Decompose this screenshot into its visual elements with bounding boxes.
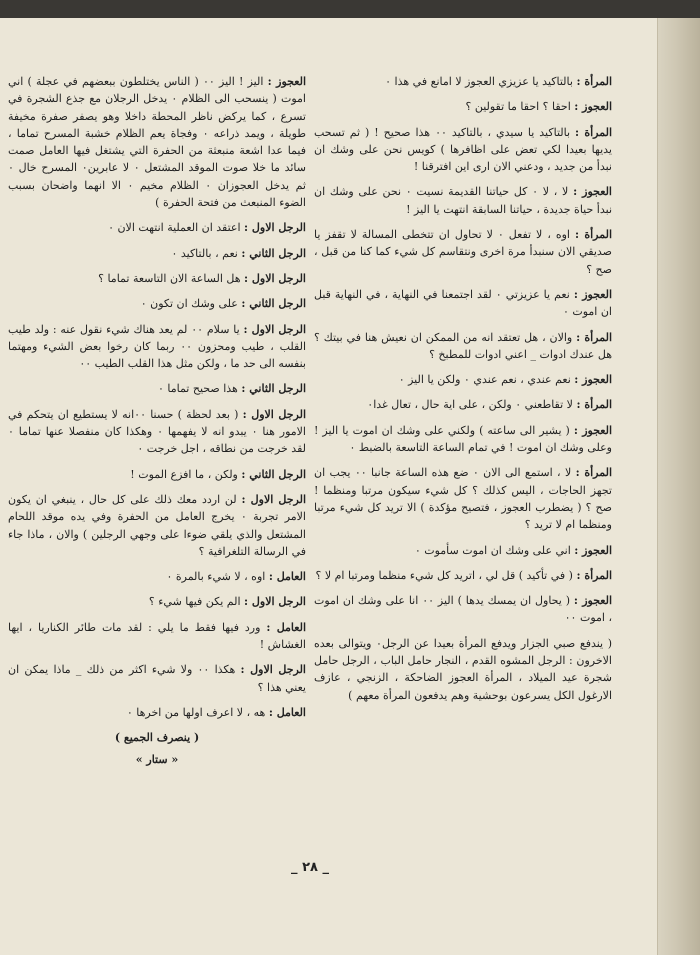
dialogue-line <box>314 226 612 278</box>
stage-direction <box>314 635 612 704</box>
dialogue-line <box>314 371 612 388</box>
line-text: والان ، هل تعتقد انه من الممكن ان نعيش هنا في بيتك ؟ هل عندك ادوات _ اعني ادوات للمطبخ ؟ <box>314 330 612 361</box>
dialogue-line <box>314 183 612 218</box>
line-text: ولكن ، ما افزع الموت ! <box>130 467 238 481</box>
speaker-name: العجوز : <box>574 543 612 557</box>
speaker-name: الرجل الاول : <box>242 407 306 421</box>
dialogue-line <box>8 270 306 287</box>
dialogue-line <box>8 661 306 696</box>
speaker-name: العجوز : <box>573 594 612 608</box>
line-text: ( يحاول ان يمسك يدها ) اليز ٠٠ انا على وشك ان اموت ، اموت ٠٠ <box>314 594 612 625</box>
book-page <box>0 18 700 955</box>
line-text: اوه ، لا شيء بالمرة ٠ <box>166 570 266 584</box>
line-text: بالتاكيد يا عزيزي العجوز لا امانع في هذا ٠ <box>385 75 573 88</box>
line-text: هذا صحيح تماما ٠ <box>157 382 238 396</box>
line-text: هكذا ٠٠ ولا شيء اكثر من ذلك _ ماذا يمكن ان يعني هذا ؟ <box>8 663 306 694</box>
line-text: هه ، لا اعرف اولها من اخرها ٠ <box>126 705 266 719</box>
speaker-name: المرأة : <box>574 228 612 242</box>
speaker-name: المرأة : <box>576 330 612 344</box>
left-column <box>8 73 306 843</box>
line-text: اعتقد ان العملية انتهت الان ٠ <box>108 221 241 235</box>
speaker-name: الرجل الاول : <box>244 221 306 235</box>
dialogue-line <box>8 321 306 373</box>
exit-direction: ( ينصرف الجميع ) <box>114 731 200 745</box>
speaker-name: المرأة : <box>576 568 612 582</box>
line-text: نعم يا عزيزتي ٠ لقد اجتمعنا في النهاية ، في النهاية قبل ان اموت ٠ <box>314 287 612 319</box>
dialogue-line <box>8 466 306 483</box>
speaker-name: العجوز : <box>267 75 306 88</box>
page-number: _ ٢٨ _ <box>291 860 329 875</box>
line-text: لا ، لا ٠ كل حياتنا القديمة نسيت ٠ نحن على وشك ان نبدأ حياة جديدة ، حياتنا السابقة انتهت يا اليز ! <box>314 185 612 216</box>
speaker-name: الرجل الاول : <box>244 595 306 609</box>
speaker-name: العامل : <box>268 705 306 719</box>
dialogue-line <box>8 73 306 211</box>
line-text: اني على وشك ان اموت سأموت ٠ <box>414 543 571 557</box>
line-text: اليز ! اليز ٠٠ ( الناس يختلطون ببعضهم في عجلة ) اني اموت ( ينسحب الى الظلام ٠ يدخل الرجلان مع جذع الشجرة في تسرع ، كما يركض ناظر المحطة داخلا وهو يصفر صفرة مخيفة طويلة ، ويمد ذراعه ٠ وفجاة يعم الظلام خشبة المسرح تماما ، فيما عدا اشعة منبعثة من الحفرة التي يشتغل فيها العامل صمت سائد ما خلا صوت الموقد المشتعل ٠ لا عابرين٠ المسرح خال ٠ ثم يدخل العجوزان ٠ الظلام مخيم ٠ الا انهما واضحان بسبب الضوء المنبعث من فتحة الحفرة ) <box>8 75 306 210</box>
dialogue-line <box>314 464 612 533</box>
dialogue-line <box>8 245 306 262</box>
curtain-label: « ستار » <box>135 752 179 766</box>
speaker-name: الرجل الاول : <box>243 322 306 336</box>
speaker-name: المرأة : <box>576 398 612 412</box>
dialogue-line <box>8 568 306 585</box>
line-text: لا تقاطعني ٠ ولكن ، على اية حال ، تعال غدا٠ <box>367 398 573 412</box>
dialogue-line <box>314 422 612 457</box>
line-text: اوه ، لا تفعل ٠ لا تحاول ان تتخطى المسالة لا تقفز يا صديقي الان سنبدأ مرة اخرى ونتقاسم كل شيء كما كنا من قبل ، صح ؟ <box>314 228 612 276</box>
speaker-name: الرجل الثاني : <box>241 467 306 481</box>
line-text: لا ، استمع الى الان ٠ ضع هذه الساعة جانبا ٠٠ يجب ان تجهز الحاجات ، اليس كذلك ؟ كل شيء سيكون مرتبا ومنظما ! صح ؟ ( يضطرب العجوز ، فتصيح مؤكدة ) الا تريد كل شيء مرتبا ومنظما ام لا تريد ؟ <box>314 466 612 532</box>
speaker-name: العجوز : <box>574 373 612 387</box>
speaker-name: المرأة : <box>576 75 612 88</box>
dialogue-line <box>8 295 306 312</box>
speaker-name: العجوز : <box>573 287 612 301</box>
speaker-name: العامل : <box>266 620 306 634</box>
line-text: ورد فيها فقط ما يلي : لقد مات طائر الكناريا ، ايها الغشاش ! <box>8 620 306 652</box>
line-text: ( بعد لحظة ) حسنا ٠٠انه لا يستطيع ان يتحكم في الامور هنا ٠ يبدو انه لا يفهمها ٠ وهكذا كان منفصلا عنها تماما ٠ لقد خرجت من نطاقه ، اجل خرجت ٠ <box>8 407 306 456</box>
dialogue-line <box>314 592 612 627</box>
dialogue-line <box>8 491 306 560</box>
dialogue-line <box>8 704 306 721</box>
dialogue-line <box>8 219 306 236</box>
dialogue-line <box>314 286 612 321</box>
dialogue-line <box>8 406 306 458</box>
line-text: بالتاكيد يا سيدي ، بالتاكيد ٠٠ هذا صحيح ! ( ثم تسحب يديها بعيدا لكي تعض على اظافرها ) كويس نحن على وشك ان نبدأ من جديد ، ودعني الان ارى اين افترقنا ! <box>314 125 612 174</box>
dialogue-line <box>314 98 612 115</box>
dialogue-line <box>314 396 612 413</box>
dialogue-line <box>8 619 306 654</box>
right-column <box>314 73 612 843</box>
speaker-name: المرأة : <box>575 466 612 480</box>
line-text: ( يندفع صبي الجزار ويدفع المرأة بعيدا عن الرجل٠ ويتوالى بعده الاخرون : الرجل المشوه القدم ، النجار حامل الباب ، الرجل حامل شجرة عيد الميلاد ، المرأة العجوز الضاحكة ، الزنجي ، عازف الارغول الكل يسرعون بوحشية وهم يدفعون المرأة معهم ) <box>314 636 612 702</box>
speaker-name: الرجل الاول : <box>240 663 306 677</box>
speaker-name: الرجل الثاني : <box>241 297 306 311</box>
dialogue-line <box>8 593 306 610</box>
speaker-name: العجوز : <box>573 423 612 437</box>
dialogue-line <box>314 73 612 90</box>
dialogue-line <box>8 380 306 397</box>
line-text: يا سلام ٠٠ لم يعد هناك شيء نقول عنه : ولد طيب القلب ، طيب ومحزون ٠٠ ربما كان رخوا بعض الشيء ومهتما بنفسه الى حد ما ، ولكن مثل هذا القلب الطيب ٠٠ <box>8 322 306 371</box>
line-text: لن اردد معك ذلك على كل حال ، ينبغي ان يكون الامر تجربة ٠ يخرج العامل من الحفرة وفي يده موقد اللحام المشتعل والذي يلقي ضوءا على وجهي الرجلين ) والان ، ماذا جاء في الرسالة التلغرافية ؟ <box>8 492 306 558</box>
dialogue-line <box>314 567 612 584</box>
speaker-name: الرجل الاول : <box>241 492 306 506</box>
line-text: هل الساعة الان التاسعة تماما ؟ <box>98 271 241 285</box>
speaker-name: العامل : <box>268 570 306 584</box>
line-text: نعم عندي ، نعم عندي ٠ ولكن يا اليز ٠ <box>398 373 571 387</box>
speaker-name: الرجل الثاني : <box>241 382 306 396</box>
speaker-name: العجوز : <box>574 100 612 114</box>
speaker-name: الرجل الثاني : <box>241 246 306 260</box>
dialogue-line <box>314 124 612 176</box>
dialogue-line <box>314 329 612 364</box>
line-text: ( في تأكيد ) قل لي ، اتريد كل شيء منظما ومرتبا ام لا ؟ <box>315 568 573 582</box>
line-text: الم يكن فيها شيء ؟ <box>148 595 241 609</box>
speaker-name: المرأة : <box>575 125 612 139</box>
speaker-name: الرجل الاول : <box>244 271 306 285</box>
line-text: نعم ، بالتاكيد ٠ <box>171 246 238 260</box>
line-text: على وشك ان تكون ٠ <box>140 297 238 311</box>
dialogue-line <box>314 542 612 559</box>
page-binding <box>657 18 700 955</box>
line-text: احقا ؟ احقا ما تقولين ؟ <box>465 100 571 114</box>
speaker-name: العجوز : <box>573 185 612 199</box>
line-text: ( يشير الى ساعته ) ولكني على وشك ان اموت يا اليز ! وعلى وشك ان اموت ! في تمام الساعة التاسعة بالضبط ٠ <box>314 423 612 455</box>
